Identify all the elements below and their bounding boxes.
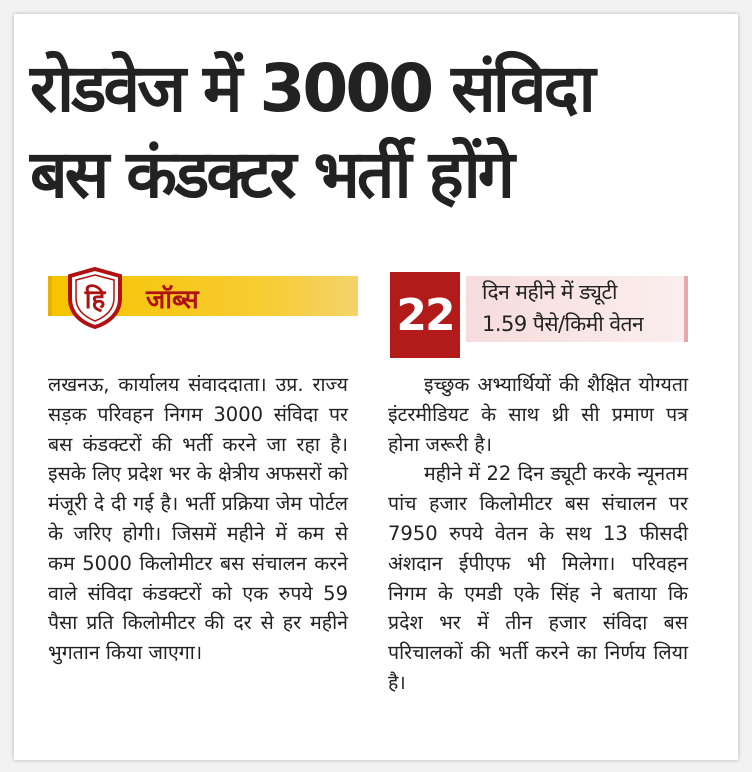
- fact-badge-number: 22: [390, 272, 460, 358]
- headline: [30, 46, 710, 218]
- article-paragraph: लखनऊ, कार्यालय संवाददाता। उप्र. राज्य सड़क परिवहन निगम 3000 संविदा पर बस कंडक्टरों की भर्ती करने जा रहा है। इसके लिए प्रदेश भर के क्षेत्रीय अफसरों को मंजूरी दे दी गई है। भर्ती प्रक्रिया जेम पोर्टल के जरिए होगी। जिसमें महीने में कम से कम 5000 किलोमीटर बस संचालन करने वाले संविदा कंडक्टरों को एक रुपये 59 पैसा प्रति किलोमीटर की दर से हर महीने भुगतान किया जाएगा।: [48, 373, 348, 665]
- fact-badge-line-2: 1.59 पैसे/किमी वेतन: [482, 312, 644, 336]
- fact-badge-line-1: दिन महीने में ड्यूटी: [482, 280, 617, 304]
- article-column-right: [388, 370, 688, 698]
- fact-badge: [390, 272, 690, 358]
- section-label: जॉब्स: [146, 285, 199, 315]
- article-paragraph: महीने में 22 दिन ड्यूटी करके न्यूनतम पांच हजार किलोमीटर बस संचालन पर 7950 रुपये वेतन के सथ 13 फीसदी अंशदान ईपीएफ भी मिलेगा। परिवहन निगम के एमडी एके सिंह ने बताया कि प्रदेश भर में तीन हजार संविदा बस परिचालकों की भर्ती करने का निर्णय लिया है।: [388, 462, 688, 694]
- section-header-jobs: [48, 272, 354, 322]
- article-paragraph: इच्छुक अभ्यार्थियों की शैक्षित योग्यता इंटरमीडियट के साथ थ्री सी प्रमाण पत्र होना जरूरी है।: [388, 373, 688, 456]
- logo-glyph: हि: [84, 285, 106, 315]
- headline-line-1: रोडवेज में 3000 संविदा: [30, 50, 593, 127]
- hindustan-logo-icon: [66, 266, 124, 330]
- article-column-left: [48, 370, 348, 668]
- headline-line-2: बस कंडक्टर भर्ती होंगे: [30, 136, 512, 213]
